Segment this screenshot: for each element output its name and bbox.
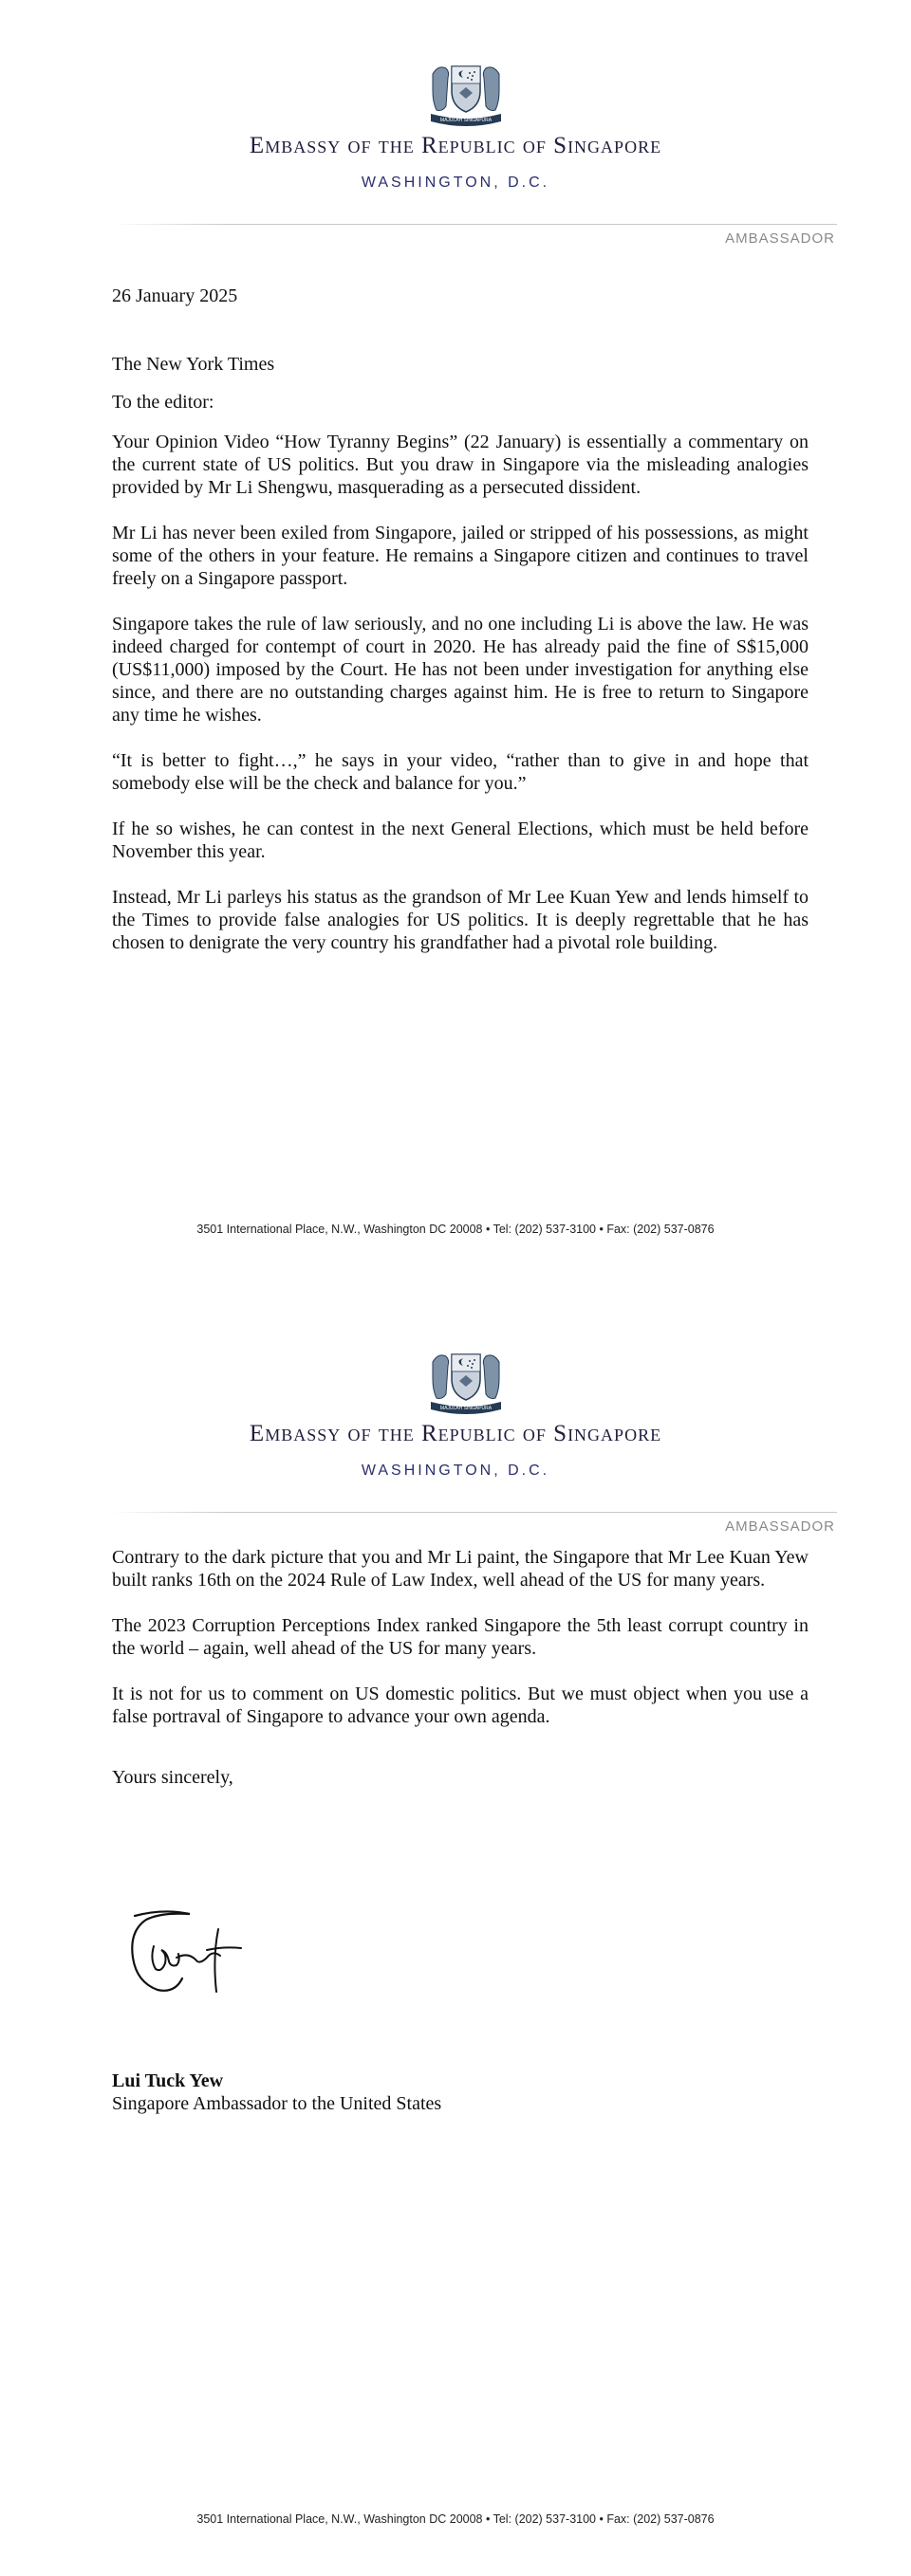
office-label: AMBASSADOR xyxy=(725,230,835,247)
embassy-city: WASHINGTON, D.C. xyxy=(361,175,550,191)
paragraph: The 2023 Corruption Perceptions Index ranked Singapore the 5th least corrupt country in the world – again, well ahead of the US for many years. xyxy=(112,1615,809,1659)
office-label: AMBASSADOR xyxy=(725,1518,835,1535)
paragraph: Contrary to the dark picture that you and Mr Li paint, the Singapore that Mr Lee Kuan Yew built ranks 16th on the 2024 Rule of Law Index, well ahead of the US for many years. xyxy=(112,1547,809,1591)
signer-title: Singapore Ambassador to the United States xyxy=(112,2093,442,2114)
embassy-name: Embassy of the Republic of Singapore xyxy=(249,133,662,158)
singapore-coat-of-arms-icon xyxy=(425,55,507,129)
footer-address: 3501 International Place, N.W., Washington DC 20008 • Tel: (202) 537-3100 • Fax: (202) 537-0876 xyxy=(196,1223,715,1236)
handwritten-signature xyxy=(121,1903,254,2007)
paragraph: “It is better to fight…,” he says in your video, “rather than to give in and hope that somebody else will be the check and balance for you.” xyxy=(112,750,809,794)
signature-block xyxy=(112,2070,809,2115)
crest-motto: MAJULAH SINGAPURA xyxy=(439,1406,493,1411)
crest-motto: MAJULAH SINGAPURA xyxy=(439,118,493,123)
footer-address: 3501 International Place, N.W., Washington DC 20008 • Tel: (202) 537-3100 • Fax: (202) 537-0876 xyxy=(196,2512,715,2526)
letter-salutation: To the editor: xyxy=(112,392,214,413)
paragraph: Your Opinion Video “How Tyranny Begins” (22 January) is essentially a commentary on the current state of US politics. But you draw in Singapore via the misleading analogies provided by Mr Li Shengwu, masquerading as a persecuted dissident. xyxy=(112,432,809,498)
letter-date: 26 January 2025 xyxy=(112,285,238,306)
letter-body-page-2 xyxy=(112,1546,809,1789)
embassy-city: WASHINGTON, D.C. xyxy=(361,1463,550,1479)
letter-page-2 xyxy=(0,1288,911,2576)
letter-recipient: The New York Times xyxy=(112,354,275,375)
embassy-name: Embassy of the Republic of Singapore xyxy=(249,1421,662,1446)
singapore-coat-of-arms-icon xyxy=(425,1343,507,1417)
paragraph: Instead, Mr Li parleys his status as the grandson of Mr Lee Kuan Yew and lends himself to the Times to provide false analogies for US politics. It is deeply regrettable that he has chosen to denigrate the very country his grandfather had a pivotal role building. xyxy=(112,887,809,953)
paragraph: If he so wishes, he can contest in the next General Elections, which must be held before November this year. xyxy=(112,819,809,862)
paragraph: Mr Li has never been exiled from Singapore, jailed or stripped of his possessions, as might some of the others in your feature. He remains a Singapore citizen and continues to travel freely on a Singapore passport. xyxy=(112,523,809,589)
paragraph: Singapore takes the rule of law seriously, and no one including Li is above the law. He was indeed charged for contempt of court in 2020. He has already paid the fine of S$15,000 (US$11,000) imposed by the Court. He has not been under investigation for anything else since, and there are no outstanding charges against him. He is free to return to Singapore any time he wishes. xyxy=(112,614,809,726)
signer-name: Lui Tuck Yew xyxy=(112,2070,224,2091)
letter-body-page-1 xyxy=(112,285,809,977)
paragraph: It is not for us to comment on US domestic politics. But we must object when you use a false portraval of Singapore to advance your own agenda. xyxy=(112,1684,809,1727)
letter-closing: Yours sincerely, xyxy=(112,1767,233,1788)
